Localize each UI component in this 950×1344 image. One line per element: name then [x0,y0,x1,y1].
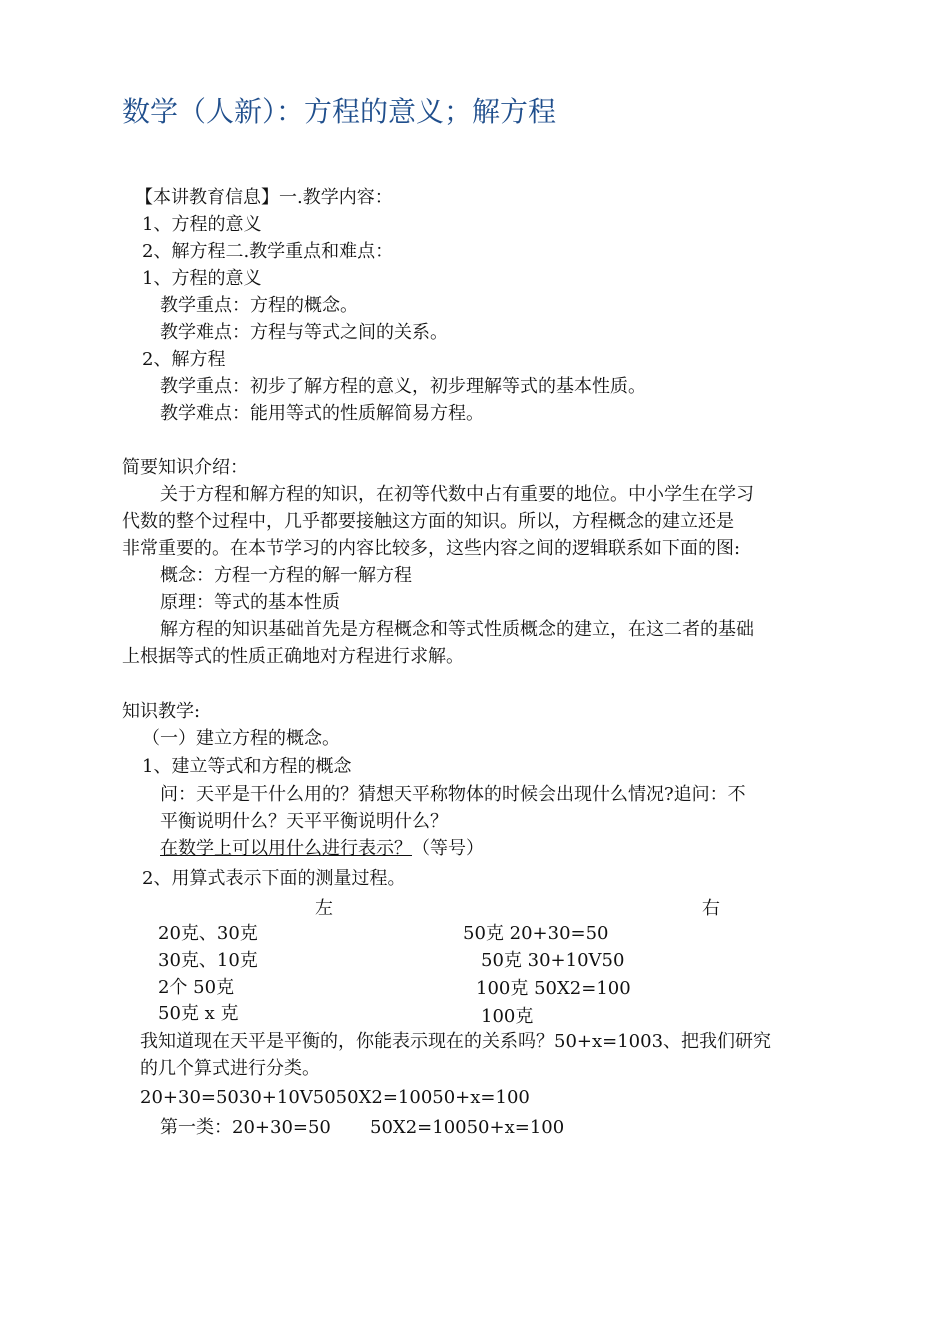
balance-line-2: 的几个算式进行分类。 [140,1058,320,1079]
intro-heading: 简要知识介绍： [122,457,248,478]
teaching-item-1: 1、建立等式和方程的概念 [142,756,352,777]
measure-row-4-right: 100克 [481,1006,534,1027]
focus-item-1: 1、方程的意义 [142,268,262,289]
content-item-2: 2、解方程二.教学重点和难点： [142,241,394,262]
focus-item-2: 2、解方程 [142,349,226,370]
teaching-heading: 知识教学: [122,701,201,722]
question-line-2: 平衡说明什么？天平平衡说明什么？ [160,811,448,832]
question-line-3 [160,840,484,858]
teaching-item-2: 2、用算式表示下面的测量过程。 [142,868,406,889]
focus-item-1-difficulty: 教学难点：方程与等式之间的关系。 [160,322,448,343]
content-item-1: 1、方程的意义 [142,214,262,235]
measure-row-2-left: 30克、10克 [158,950,258,971]
measure-row-2-right: 50克 30+10V50 [481,950,625,971]
intro-paragraph-1b: 代数的整个过程中，几乎都要接触这方面的知识。所以，方程概念的建立还是 [122,511,734,532]
measure-row-3-right: 100克 50X2=100 [476,978,631,999]
principle-line: 原理：等式的基本性质 [160,592,340,613]
intro-paragraph-1c: 非常重要的。在本节学习的内容比较多，这些内容之间的逻辑联系如下面的图: [122,538,741,559]
focus-item-2-difficulty: 教学难点：能用等式的性质解简易方程。 [160,403,484,424]
formulas-line: 20+30=5030+10V5050X2=10050+x=100 [140,1087,530,1108]
balance-line-1: 我知道现在天平是平衡的，你能表示现在的关系吗？50+x=1003、把我们研究 [140,1031,772,1052]
intro-paragraph-1a: 关于方程和解方程的知识，在初等代数中占有重要的地位。中小学生在学习 [160,484,754,505]
measure-row-4-left: 50克 x 克 [158,1003,239,1024]
measure-row-1-right: 50克 20+30=50 [463,923,609,944]
subsection-1: （一）建立方程的概念。 [142,728,340,749]
class-1-rest: 50X2=10050+x=100 [370,1117,565,1138]
focus-item-2-key: 教学重点：初步了解方程的意义，初步理解等式的基本性质。 [160,376,646,397]
concept-line: 概念：方程一方程的解一解方程 [160,565,412,586]
focus-item-1-key: 教学重点：方程的概念。 [160,295,358,316]
question-answer: （等号） [412,838,484,859]
measure-row-3-left: 2个 50克 [158,977,235,998]
question-line-1: 问：天平是干什么用的？猜想天平称物体的时候会出现什么情况?追问：不 [160,784,746,805]
measure-row-1-left: 20克、30克 [158,923,258,944]
column-left-label: 左 [315,898,333,919]
edu-info-line: 【本讲教育信息】一.教学内容： [135,187,393,208]
intro-paragraph-2a: 解方程的知识基础首先是方程概念和等式性质概念的建立，在这二者的基础 [160,619,754,640]
page-title: 数学（人新）：方程的意义；解方程 [122,95,557,128]
column-right-label: 右 [702,898,720,919]
class-1-label: 第一类：20+30=50 [160,1117,331,1138]
underlined-question: 在数学上可以用什么进行表示？ [160,838,412,859]
intro-paragraph-2b: 上根据等式的性质正确地对方程进行求解。 [122,646,464,667]
